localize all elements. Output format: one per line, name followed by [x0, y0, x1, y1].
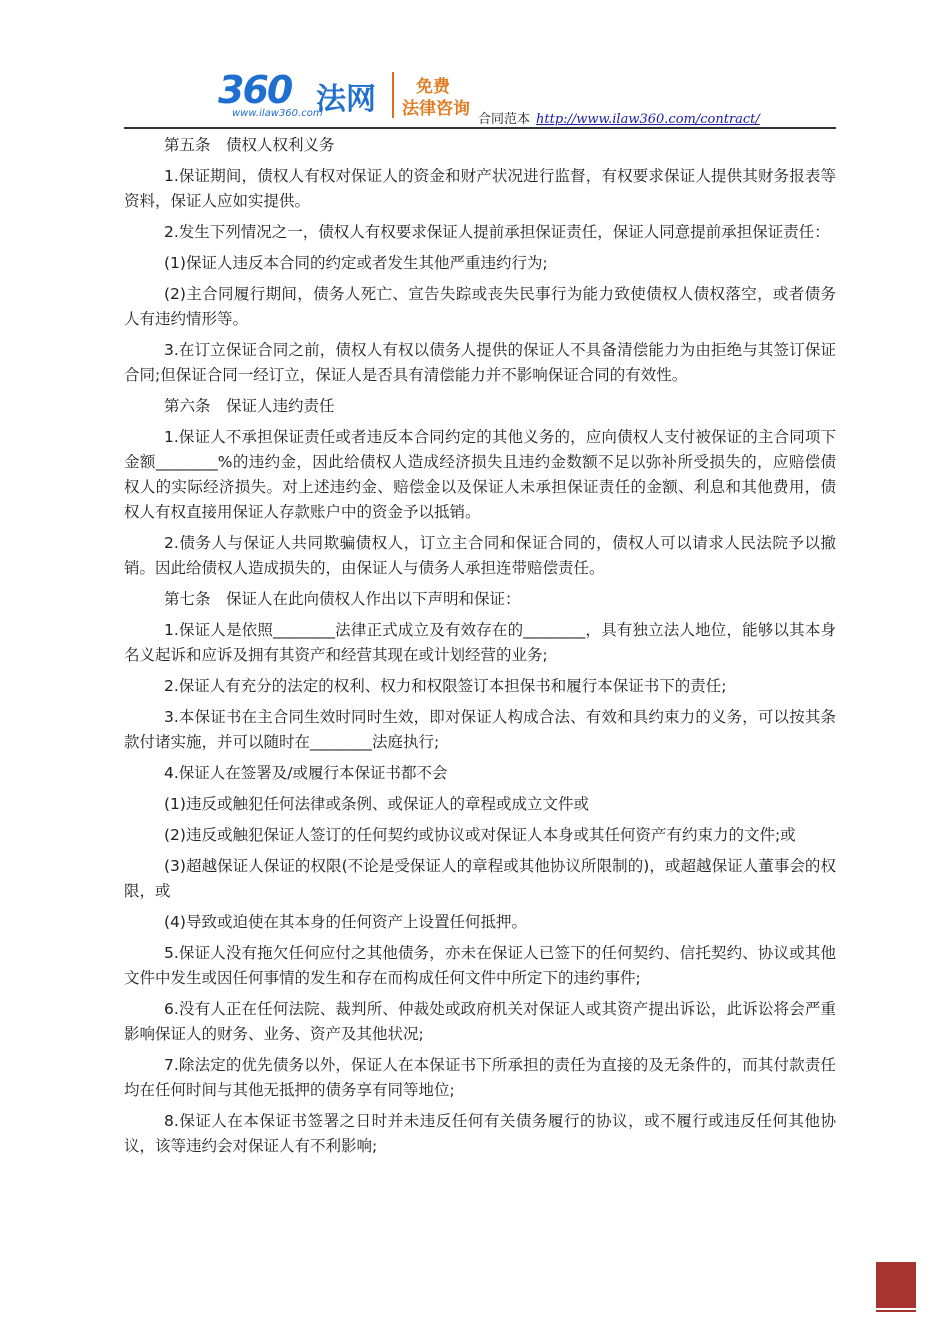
header-rule — [124, 127, 836, 129]
paragraph: (4)导致或迫使在其本身的任何资产上设置任何抵押。 — [164, 913, 527, 931]
paragraph: 4.保证人在签署及/或履行本保证书都不会 — [164, 764, 448, 782]
paragraph: 2.债务人与保证人共同欺骗债权人，订立主合同和保证合同的，债权人可以请求人民法院予以撤销。因此给债权人造成损失的，由保证人与债务人承担连带赔偿责任。 — [124, 534, 836, 577]
legal-consult-label: 法律咨询 — [402, 99, 470, 119]
paragraph: 2.发生下列情况之一，债权人有权要求保证人提前承担保证责任，保证人同意提前承担保证责任： — [164, 223, 830, 241]
page-header — [124, 62, 836, 128]
free-label: 免费 — [416, 77, 450, 97]
logo-number: 360 — [218, 68, 292, 112]
paragraph: 8.保证人在本保证书签署之日时并未违反任何有关债务履行的协议，或不履行或违反任何其他协议，该等违约会对保证人有不利影响; — [124, 1112, 836, 1155]
site-logo[interactable] — [218, 64, 388, 124]
logo-text: 法网 — [316, 82, 376, 117]
paragraph: (3)超越保证人保证的权限(不论是受保证人的章程或其他协议所限制的)，或超越保证人董事会的权限，或 — [124, 857, 836, 900]
contract-label: 合同范本 — [478, 112, 531, 127]
contract-template-line — [478, 108, 760, 127]
paragraph: 6.没有人正在任何法院、裁判所、仲裁处或政府机关对保证人或其资产提出诉讼，此诉讼将会严重影响保证人的财务、业务、资产及其他状况; — [124, 1000, 836, 1043]
document-body — [124, 133, 836, 1165]
paragraph: 1.保证人不承担保证责任或者违反本合同约定的其他义务的，应向债权人支付被保证的主合同项下金额________%的违约金，因此给债权人造成经济损失且违约金数额不足以弥补所受损失的，应赔偿债权人的实际经济损失。对上述违约金、赔偿金以及保证人未承担保证责任的金额、利息和其他费用，债权人有权直接用保证人存款账户中的资金予以抵销。 — [124, 428, 836, 521]
free-consult-badge — [402, 76, 470, 120]
paragraph: 1.保证人是依照________法律正式成立及有效存在的________，具有独立法人地位，能够以其本身名义起诉和应诉及拥有其资产和经营其现在或计划经营的业务; — [124, 621, 836, 664]
corner-decoration — [876, 1262, 916, 1308]
paragraph: (2)主合同履行期间，债务人死亡、宣告失踪或丧失民事行为能力致使债权人债权落空，或者债务人有违约情形等。 — [124, 285, 836, 328]
paragraph: 3.本保证书在主合同生效时同时生效，即对保证人构成合法、有效和具约束力的义务，可以按其条款付诸实施，并可以随时在________法庭执行; — [124, 708, 836, 751]
contract-link[interactable]: http://www.ilaw360.com/contract/ — [536, 112, 760, 127]
paragraph: 2.保证人有充分的法定的权利、权力和权限签订本担保书和履行本保证书下的责任; — [164, 677, 727, 695]
section-heading: 第七条 保证人在此向债权人作出以下声明和保证： — [164, 590, 521, 608]
paragraph: 1.保证期间，债权人有权对保证人的资金和财产状况进行监督，有权要求保证人提供其财务报表等资料，保证人应如实提供。 — [124, 167, 836, 210]
paragraph: 3.在订立保证合同之前，债权人有权以债务人提供的保证人不具备清偿能力为由拒绝与其签订保证合同;但保证合同一经订立，保证人是否具有清偿能力并不影响保证合同的有效性。 — [124, 341, 836, 384]
section-heading: 第五条 债权人权利义务 — [164, 136, 335, 154]
corner-decoration-line — [876, 1310, 916, 1312]
paragraph: (1)保证人违反本合同的约定或者发生其他严重违约行为; — [164, 254, 548, 272]
paragraph: 5.保证人没有拖欠任何应付之其他债务，亦未在保证人已签下的任何契约、信托契约、协议或其他文件中发生或因任何事情的发生和存在而构成任何文件中所定下的违约事件; — [124, 944, 836, 987]
logo-divider — [392, 72, 394, 118]
paragraph: 7.除法定的优先债务以外，保证人在本保证书下所承担的责任为直接的及无条件的，而其付款责任均在任何时间与其他无抵押的债务享有同等地位; — [124, 1056, 836, 1099]
section-heading: 第六条 保证人违约责任 — [164, 397, 335, 415]
paragraph: (1)违反或触犯任何法律或条例、或保证人的章程或成立文件或 — [164, 795, 589, 813]
paragraph: (2)违反或触犯保证人签订的任何契约或协议或对保证人本身或其任何资产有约束力的文件;或 — [164, 826, 796, 844]
logo-url: www.ilaw360.com — [232, 108, 323, 119]
